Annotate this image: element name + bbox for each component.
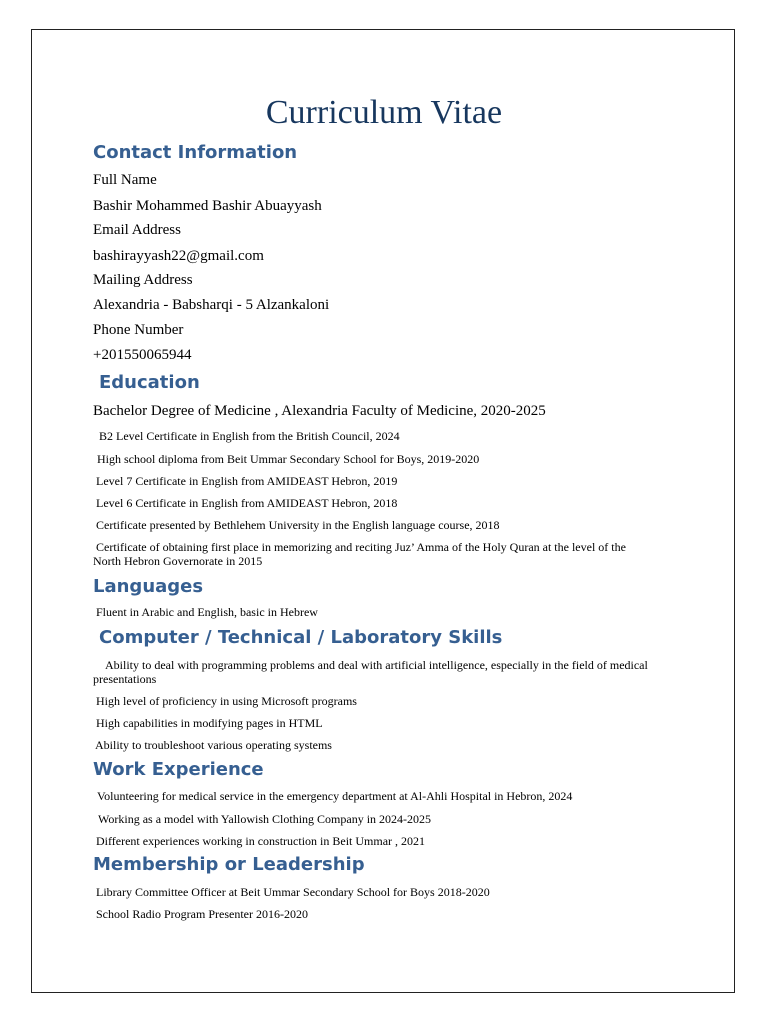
- phone-value: +201550065944: [93, 347, 192, 363]
- mailing-label: Mailing Address: [93, 272, 193, 288]
- education-item: B2 Level Certificate in English from the British Council, 2024: [99, 429, 400, 443]
- work-heading: Work Experience: [93, 759, 264, 780]
- education-item: Certificate of obtaining first place in memorizing and reciting Juz’ Amma of the Holy Quran at the level of the North Hebron Governorate in 2015: [93, 540, 626, 568]
- work-item: Different experiences working in construction in Beit Ummar , 2021: [96, 834, 426, 848]
- document-page: [31, 29, 735, 993]
- skill-item: High capabilities in modifying pages in HTML: [96, 716, 323, 730]
- membership-item: Library Committee Officer at Beit Ummar Secondary School for Boys 2018-2020: [96, 885, 490, 899]
- skill-item: High level of proficiency in using Microsoft programs: [96, 694, 357, 708]
- work-item: Volunteering for medical service in the emergency department at Al-Ahli Hospital in Hebron, 2024: [97, 789, 573, 803]
- work-item: Working as a model with Yallowish Clothing Company in 2024-2025: [98, 812, 432, 826]
- membership-heading: Membership or Leadership: [93, 854, 365, 875]
- page-title: Curriculum Vitae: [265, 94, 503, 131]
- languages-heading: Languages: [93, 576, 204, 597]
- education-heading: Education: [99, 372, 200, 393]
- language-item: Fluent in Arabic and English, basic in Hebrew: [96, 605, 318, 619]
- phone-label: Phone Number: [93, 322, 184, 338]
- education-item: Level 6 Certificate in English from AMIDEAST Hebron, 2018: [96, 496, 398, 510]
- mailing-value: Alexandria - Babsharqi - 5 Alzankaloni: [93, 297, 330, 313]
- contact-heading: Contact Information: [93, 142, 298, 163]
- skill-item: Ability to troubleshoot various operating systems: [95, 738, 332, 752]
- full-name-label: Full Name: [93, 172, 157, 188]
- email-value: bashirayyash22@gmail.com: [93, 248, 264, 264]
- skills-heading: Computer / Technical / Laboratory Skills: [99, 627, 503, 648]
- education-item: High school diploma from Beit Ummar Secondary School for Boys, 2019-2020: [97, 452, 480, 466]
- education-item: Certificate presented by Bethlehem University in the English language course, 2018: [96, 518, 500, 532]
- education-item: Level 7 Certificate in English from AMIDEAST Hebron, 2019: [96, 474, 398, 488]
- full-name-value: Bashir Mohammed Bashir Abuayyash: [93, 198, 322, 214]
- membership-item: School Radio Program Presenter 2016-2020: [96, 907, 308, 921]
- education-degree: Bachelor Degree of Medicine , Alexandria Faculty of Medicine, 2020-2025: [93, 403, 546, 419]
- skill-item: Ability to deal with programming problems and deal with artificial intelligence, especially in the field of medical presentations: [93, 658, 648, 686]
- email-label: Email Address: [93, 222, 181, 238]
